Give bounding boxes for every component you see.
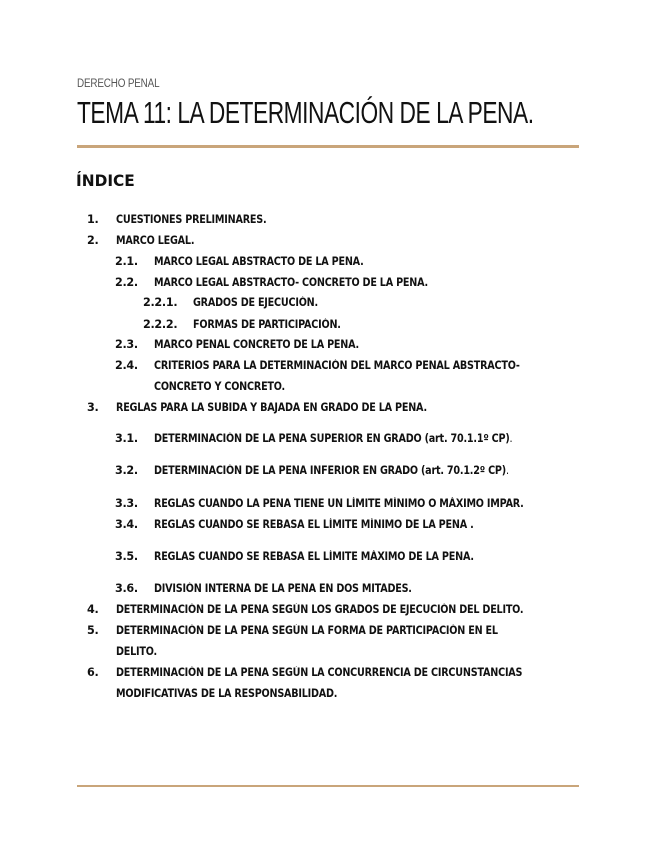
toc-text: REGLAS CUANDO SE REBASA EL LÍMITE MÍNIMO DE LA PENA . xyxy=(154,518,474,531)
toc-text-line: DETERMINACIÓN DE LA PENA SEGÚN LA CONCURRENCIA DE CIRCUNSTANCIAS xyxy=(116,666,523,679)
toc-text xyxy=(154,460,509,481)
toc-text-line: DETERMINACIÓN DE LA PENA SEGÚN LA FORMA DE PARTICIPACIÓN EN EL xyxy=(116,624,498,637)
toc-number: 2.4. xyxy=(115,359,138,372)
toc-text: REGLAS CUANDO SE REBASA EL LÍMITE MÁXIMO DE LA PENA. xyxy=(154,550,474,563)
toc-number: 6. xyxy=(87,666,99,679)
footer-divider xyxy=(77,785,579,787)
toc-text xyxy=(154,428,512,449)
toc-text-main: DETERMINACIÓN DE LA PENA INFERIOR EN GRADO (art. 70.1.2º CP) xyxy=(154,464,506,477)
toc-text-suffix: . xyxy=(509,432,513,445)
toc-text: CUESTIONES PRELIMINARES. xyxy=(116,213,267,226)
toc-number: 1. xyxy=(87,213,99,226)
toc-text-suffix: . xyxy=(505,464,509,477)
toc-text: MARCO LEGAL ABSTRACTO DE LA PENA. xyxy=(154,255,364,268)
toc-text xyxy=(154,355,520,397)
toc-text: DIVISIÓN INTERNA DE LA PENA EN DOS MITADES. xyxy=(154,582,412,595)
toc-text-line: MODIFICATIVAS DE LA RESPONSABILIDAD. xyxy=(116,687,338,700)
toc-text: REGLAS PARA LA SUBIDA Y BAJADA EN GRADO DE LA PENA. xyxy=(116,401,427,414)
toc-number: 2. xyxy=(87,234,99,247)
toc-text: MARCO LEGAL. xyxy=(116,234,195,247)
toc-number: 3.6. xyxy=(115,582,138,595)
toc-text-main: DETERMINACIÓN DE LA PENA SUPERIOR EN GRADO (art. 70.1.1º CP) xyxy=(154,432,510,445)
subject-label: DERECHO PENAL xyxy=(77,78,160,90)
toc-text xyxy=(116,662,522,704)
toc-number: 2.1. xyxy=(115,255,138,268)
toc-number: 3.4. xyxy=(115,518,138,531)
toc-number: 3.2. xyxy=(115,464,138,477)
toc-text: REGLAS CUANDO LA PENA TIENE UN LÍMITE MÍNIMO O MÁXIMO IMPAR. xyxy=(154,497,524,510)
toc-number: 2.2. xyxy=(115,276,138,289)
page-title: TEMA 11: LA DETERMINACIÓN DE LA PENA. xyxy=(77,96,534,130)
toc-number: 4. xyxy=(87,603,99,616)
toc-text: FORMAS DE PARTICIPACIÓN. xyxy=(193,318,341,331)
toc-number: 3. xyxy=(87,401,99,414)
toc-text-line: CONCRETO Y CONCRETO. xyxy=(154,380,285,393)
toc-number: 2.2.1. xyxy=(143,296,178,309)
toc-text-line: DELITO. xyxy=(116,645,157,658)
toc-number: 3.1. xyxy=(115,432,138,445)
toc-text: GRADOS DE EJECUCIÓN. xyxy=(193,296,318,309)
toc-text: MARCO LEGAL ABSTRACTO- CONCRETO DE LA PENA. xyxy=(154,276,428,289)
toc-text: DETERMINACIÓN DE LA PENA SEGÚN LOS GRADOS DE EJECUCIÓN DEL DELITO. xyxy=(116,603,524,616)
toc-number: 3.3. xyxy=(115,497,138,510)
index-heading: ÍNDICE xyxy=(76,171,135,190)
toc-number: 2.2.2. xyxy=(143,318,178,331)
toc-number: 2.3. xyxy=(115,338,138,351)
toc-text xyxy=(116,620,498,662)
toc-text-line: CRITERIOS PARA LA DETERMINACIÓN DEL MARCO PENAL ABSTRACTO- xyxy=(154,359,520,372)
toc-number: 5. xyxy=(87,624,99,637)
toc-number: 3.5. xyxy=(115,550,138,563)
toc-text: MARCO PENAL CONCRETO DE LA PENA. xyxy=(154,338,359,351)
